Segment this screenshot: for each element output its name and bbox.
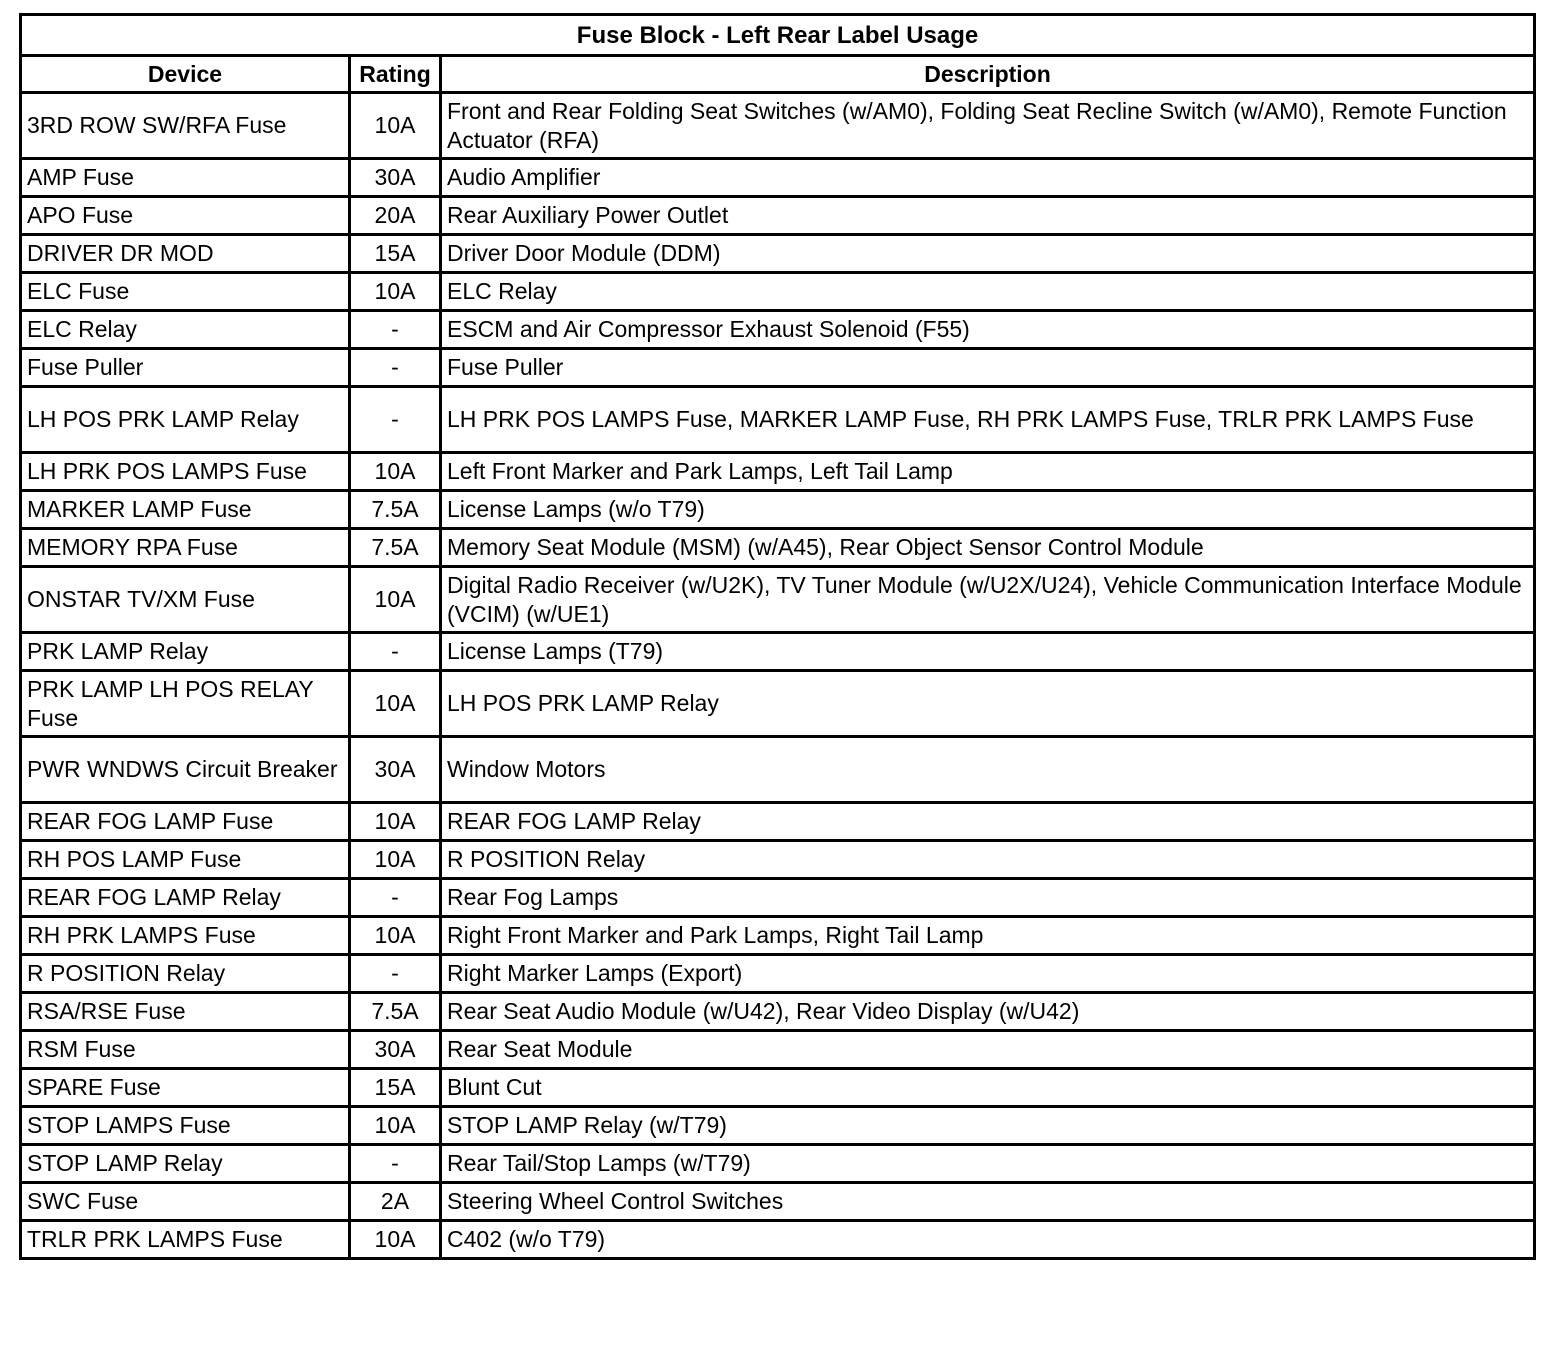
- device-cell: ELC Fuse: [21, 273, 350, 311]
- table-row: [21, 633, 1535, 671]
- rating-cell: 7.5A: [350, 491, 441, 529]
- table-row: [21, 349, 1535, 387]
- device-cell: SWC Fuse: [21, 1183, 350, 1221]
- rating-cell: -: [350, 633, 441, 671]
- device-cell: LH PRK POS LAMPS Fuse: [21, 453, 350, 491]
- rating-cell: 15A: [350, 1069, 441, 1107]
- rating-cell: 10A: [350, 671, 441, 737]
- device-cell: R POSITION Relay: [21, 955, 350, 993]
- column-header-rating: Rating: [350, 56, 441, 93]
- device-cell: PRK LAMP Relay: [21, 633, 350, 671]
- description-cell: Digital Radio Receiver (w/U2K), TV Tuner Module (w/U2X/U24), Vehicle Communication Interface Module (VCIM) (w/UE1): [441, 567, 1535, 633]
- column-header-device: Device: [21, 56, 350, 93]
- fuse-block-table: [19, 13, 1536, 1260]
- description-cell: LH POS PRK LAMP Relay: [441, 671, 1535, 737]
- table-title: Fuse Block - Left Rear Label Usage: [21, 15, 1535, 56]
- table-row: [21, 803, 1535, 841]
- rating-cell: 10A: [350, 917, 441, 955]
- rating-cell: 10A: [350, 1107, 441, 1145]
- device-cell: ELC Relay: [21, 311, 350, 349]
- table-row: [21, 1183, 1535, 1221]
- description-cell: Front and Rear Folding Seat Switches (w/AM0), Folding Seat Recline Switch (w/AM0), Remote Function Actuator (RFA): [441, 93, 1535, 159]
- rating-cell: -: [350, 349, 441, 387]
- column-header-description: Description: [441, 56, 1535, 93]
- description-cell: Right Front Marker and Park Lamps, Right Tail Lamp: [441, 917, 1535, 955]
- device-cell: STOP LAMP Relay: [21, 1145, 350, 1183]
- rating-cell: 7.5A: [350, 529, 441, 567]
- device-cell: LH POS PRK LAMP Relay: [21, 387, 350, 453]
- table-row: [21, 197, 1535, 235]
- rating-cell: 30A: [350, 159, 441, 197]
- device-cell: MEMORY RPA Fuse: [21, 529, 350, 567]
- device-cell: RH POS LAMP Fuse: [21, 841, 350, 879]
- device-cell: SPARE Fuse: [21, 1069, 350, 1107]
- table-row: [21, 491, 1535, 529]
- device-cell: RSA/RSE Fuse: [21, 993, 350, 1031]
- table-row: [21, 159, 1535, 197]
- rating-cell: 10A: [350, 803, 441, 841]
- description-cell: Steering Wheel Control Switches: [441, 1183, 1535, 1221]
- rating-cell: -: [350, 387, 441, 453]
- table-row: [21, 1221, 1535, 1259]
- rating-cell: 10A: [350, 273, 441, 311]
- device-cell: REAR FOG LAMP Relay: [21, 879, 350, 917]
- table-row: [21, 387, 1535, 453]
- table-row: [21, 93, 1535, 159]
- device-cell: TRLR PRK LAMPS Fuse: [21, 1221, 350, 1259]
- rating-cell: -: [350, 955, 441, 993]
- table-row: [21, 917, 1535, 955]
- description-cell: Right Marker Lamps (Export): [441, 955, 1535, 993]
- description-cell: STOP LAMP Relay (w/T79): [441, 1107, 1535, 1145]
- table-row: [21, 955, 1535, 993]
- description-cell: Window Motors: [441, 737, 1535, 803]
- description-cell: R POSITION Relay: [441, 841, 1535, 879]
- table-row: [21, 671, 1535, 737]
- description-cell: Rear Seat Audio Module (w/U42), Rear Video Display (w/U42): [441, 993, 1535, 1031]
- description-cell: Left Front Marker and Park Lamps, Left Tail Lamp: [441, 453, 1535, 491]
- description-cell: LH PRK POS LAMPS Fuse, MARKER LAMP Fuse, RH PRK LAMPS Fuse, TRLR PRK LAMPS Fuse: [441, 387, 1535, 453]
- table-row: [21, 567, 1535, 633]
- rating-cell: 10A: [350, 1221, 441, 1259]
- description-cell: License Lamps (T79): [441, 633, 1535, 671]
- rating-cell: 10A: [350, 567, 441, 633]
- rating-cell: -: [350, 1145, 441, 1183]
- device-cell: ONSTAR TV/XM Fuse: [21, 567, 350, 633]
- table-row: [21, 235, 1535, 273]
- table-row: [21, 1107, 1535, 1145]
- description-cell: REAR FOG LAMP Relay: [441, 803, 1535, 841]
- rating-cell: 2A: [350, 1183, 441, 1221]
- rating-cell: 10A: [350, 841, 441, 879]
- table-row: [21, 273, 1535, 311]
- table-row: [21, 1031, 1535, 1069]
- description-cell: Audio Amplifier: [441, 159, 1535, 197]
- device-cell: STOP LAMPS Fuse: [21, 1107, 350, 1145]
- table-row: [21, 993, 1535, 1031]
- table-row: [21, 879, 1535, 917]
- rating-cell: 10A: [350, 93, 441, 159]
- description-cell: Fuse Puller: [441, 349, 1535, 387]
- device-cell: Fuse Puller: [21, 349, 350, 387]
- device-cell: RSM Fuse: [21, 1031, 350, 1069]
- device-cell: 3RD ROW SW/RFA Fuse: [21, 93, 350, 159]
- device-cell: MARKER LAMP Fuse: [21, 491, 350, 529]
- device-cell: PRK LAMP LH POS RELAY Fuse: [21, 671, 350, 737]
- description-cell: ESCM and Air Compressor Exhaust Solenoid (F55): [441, 311, 1535, 349]
- description-cell: Rear Auxiliary Power Outlet: [441, 197, 1535, 235]
- rating-cell: 7.5A: [350, 993, 441, 1031]
- description-cell: License Lamps (w/o T79): [441, 491, 1535, 529]
- rating-cell: 30A: [350, 737, 441, 803]
- rating-cell: 15A: [350, 235, 441, 273]
- rating-cell: -: [350, 879, 441, 917]
- rating-cell: 20A: [350, 197, 441, 235]
- table-row: [21, 737, 1535, 803]
- table-row: [21, 1145, 1535, 1183]
- table-row: [21, 1069, 1535, 1107]
- rating-cell: 10A: [350, 453, 441, 491]
- rating-cell: -: [350, 311, 441, 349]
- device-cell: PWR WNDWS Circuit Breaker: [21, 737, 350, 803]
- table-row: [21, 841, 1535, 879]
- device-cell: APO Fuse: [21, 197, 350, 235]
- description-cell: ELC Relay: [441, 273, 1535, 311]
- table-row: [21, 311, 1535, 349]
- table-row: [21, 453, 1535, 491]
- table-row: [21, 529, 1535, 567]
- description-cell: Blunt Cut: [441, 1069, 1535, 1107]
- device-cell: DRIVER DR MOD: [21, 235, 350, 273]
- description-cell: Rear Tail/Stop Lamps (w/T79): [441, 1145, 1535, 1183]
- device-cell: AMP Fuse: [21, 159, 350, 197]
- device-cell: RH PRK LAMPS Fuse: [21, 917, 350, 955]
- device-cell: REAR FOG LAMP Fuse: [21, 803, 350, 841]
- description-cell: Rear Seat Module: [441, 1031, 1535, 1069]
- description-cell: Driver Door Module (DDM): [441, 235, 1535, 273]
- description-cell: Rear Fog Lamps: [441, 879, 1535, 917]
- rating-cell: 30A: [350, 1031, 441, 1069]
- description-cell: Memory Seat Module (MSM) (w/A45), Rear Object Sensor Control Module: [441, 529, 1535, 567]
- description-cell: C402 (w/o T79): [441, 1221, 1535, 1259]
